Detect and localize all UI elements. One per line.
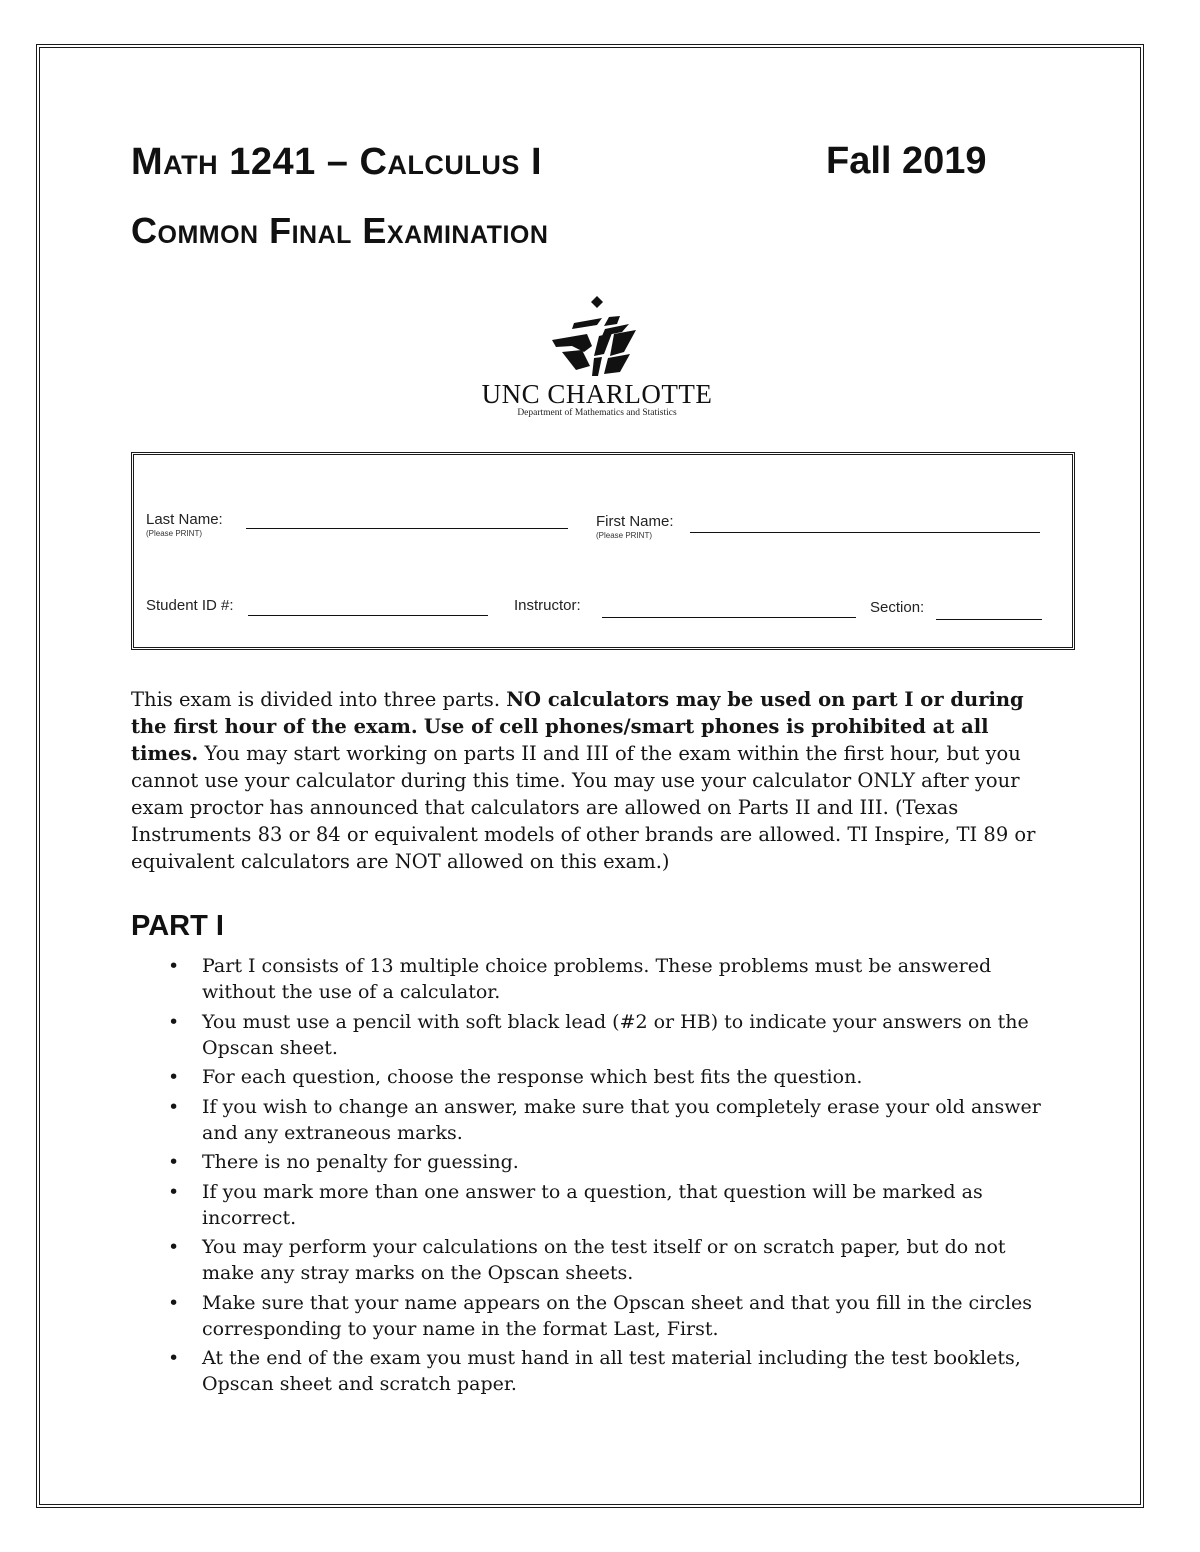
rule-item (160, 1094, 1050, 1146)
course-title: Math 1241 – Calculus I (131, 141, 543, 183)
university-name: UNC CHARLOTTE (481, 379, 713, 409)
instructor-label: Instructor: (514, 597, 581, 614)
rule-item (160, 953, 1050, 1005)
rule-item (160, 1179, 1050, 1231)
part1-rules-list (160, 953, 1050, 1401)
rule-text: For each question, choose the response which best fits the question. (202, 1066, 863, 1088)
section-label: Section: (870, 599, 925, 616)
first-name-label: First Name: (Please PRINT) (596, 513, 674, 540)
rule-item (160, 1290, 1050, 1342)
bullet-icon: • (168, 1180, 180, 1203)
rule-text: If you mark more than one answer to a question, that question will be marked as incorrect. (202, 1180, 983, 1229)
bullet-icon: • (168, 1095, 180, 1118)
rule-item (160, 1345, 1050, 1397)
rule-text: Part I consists of 13 multiple choice problems. These problems must be answered without the use of a calculator. (202, 955, 992, 1003)
intro-calculator-rule: NO calculators may be used on part I or during the first hour of the exam. (131, 688, 1024, 738)
university-logo (462, 296, 732, 426)
intro-lead: This exam is divided into three parts. (131, 688, 501, 711)
rule-item (160, 1064, 1050, 1090)
rule-text: If you wish to change an answer, make sure that you completely erase your old answer and any extraneous marks. (202, 1095, 1041, 1144)
rule-text: At the end of the exam you must hand in all test material including the test booklets, Opscan sheet and scratch paper. (202, 1347, 1021, 1395)
last-name-field[interactable] (246, 528, 568, 529)
bullet-icon: • (168, 1291, 180, 1314)
exam-title: Common Final Examination (131, 210, 549, 251)
student-id-label: Student ID #: (146, 597, 234, 614)
student-id-field[interactable] (248, 615, 488, 616)
term-label: Fall 2019 (826, 140, 987, 182)
bullet-icon: • (168, 1236, 180, 1258)
first-name-field[interactable] (690, 532, 1040, 533)
intro-details: You may start working on parts II and III of the exam within the first hour, but you cannot use your calculator during this time. You may use your calculator ONLY after your exam proctor has announced that calculators are allowed on Parts II and III. (Texas Instruments 83 or 84 or equivalent models of other brands are allowed. TI Inspire, TI 89 or equivalent calculators are NOT allowed on this exam.) (131, 742, 1036, 873)
rule-text: There is no penalty for guessing. (202, 1151, 519, 1173)
student-info-box (131, 452, 1075, 650)
department-name: Department of Mathematics and Statistics (517, 408, 677, 418)
rule-item (160, 1234, 1050, 1286)
last-name-label: Last Name: (Please PRINT) (146, 511, 223, 538)
last-name-hint: (Please PRINT) (146, 529, 203, 538)
crown-logo-icon (532, 296, 662, 378)
bullet-icon: • (168, 1347, 180, 1369)
instructions-paragraph (131, 686, 1056, 875)
bullet-icon: • (168, 1151, 180, 1173)
bullet-icon: • (168, 1066, 180, 1088)
bullet-icon: • (168, 955, 180, 977)
rule-item (160, 1009, 1050, 1061)
first-name-hint: (Please PRINT) (596, 531, 653, 540)
rule-text: Make sure that your name appears on the Opscan sheet and that you fill in the circles corresponding to your name in the format Last, First. (202, 1291, 1033, 1340)
bullet-icon: • (168, 1010, 180, 1033)
instructor-field[interactable] (602, 617, 856, 618)
rule-text: You must use a pencil with soft black lead (#2 or HB) to indicate your answers on the Opscan sheet. (202, 1010, 1029, 1059)
intro-phone-rule: Use of cell phones/smart phones is prohibited at all times. (131, 715, 989, 765)
part-heading: PART I (131, 910, 224, 942)
section-field[interactable] (936, 619, 1042, 620)
rule-item (160, 1149, 1050, 1175)
rule-text: You may perform your calculations on the test itself or on scratch paper, but do not make any stray marks on the Opscan sheets. (202, 1236, 1006, 1284)
